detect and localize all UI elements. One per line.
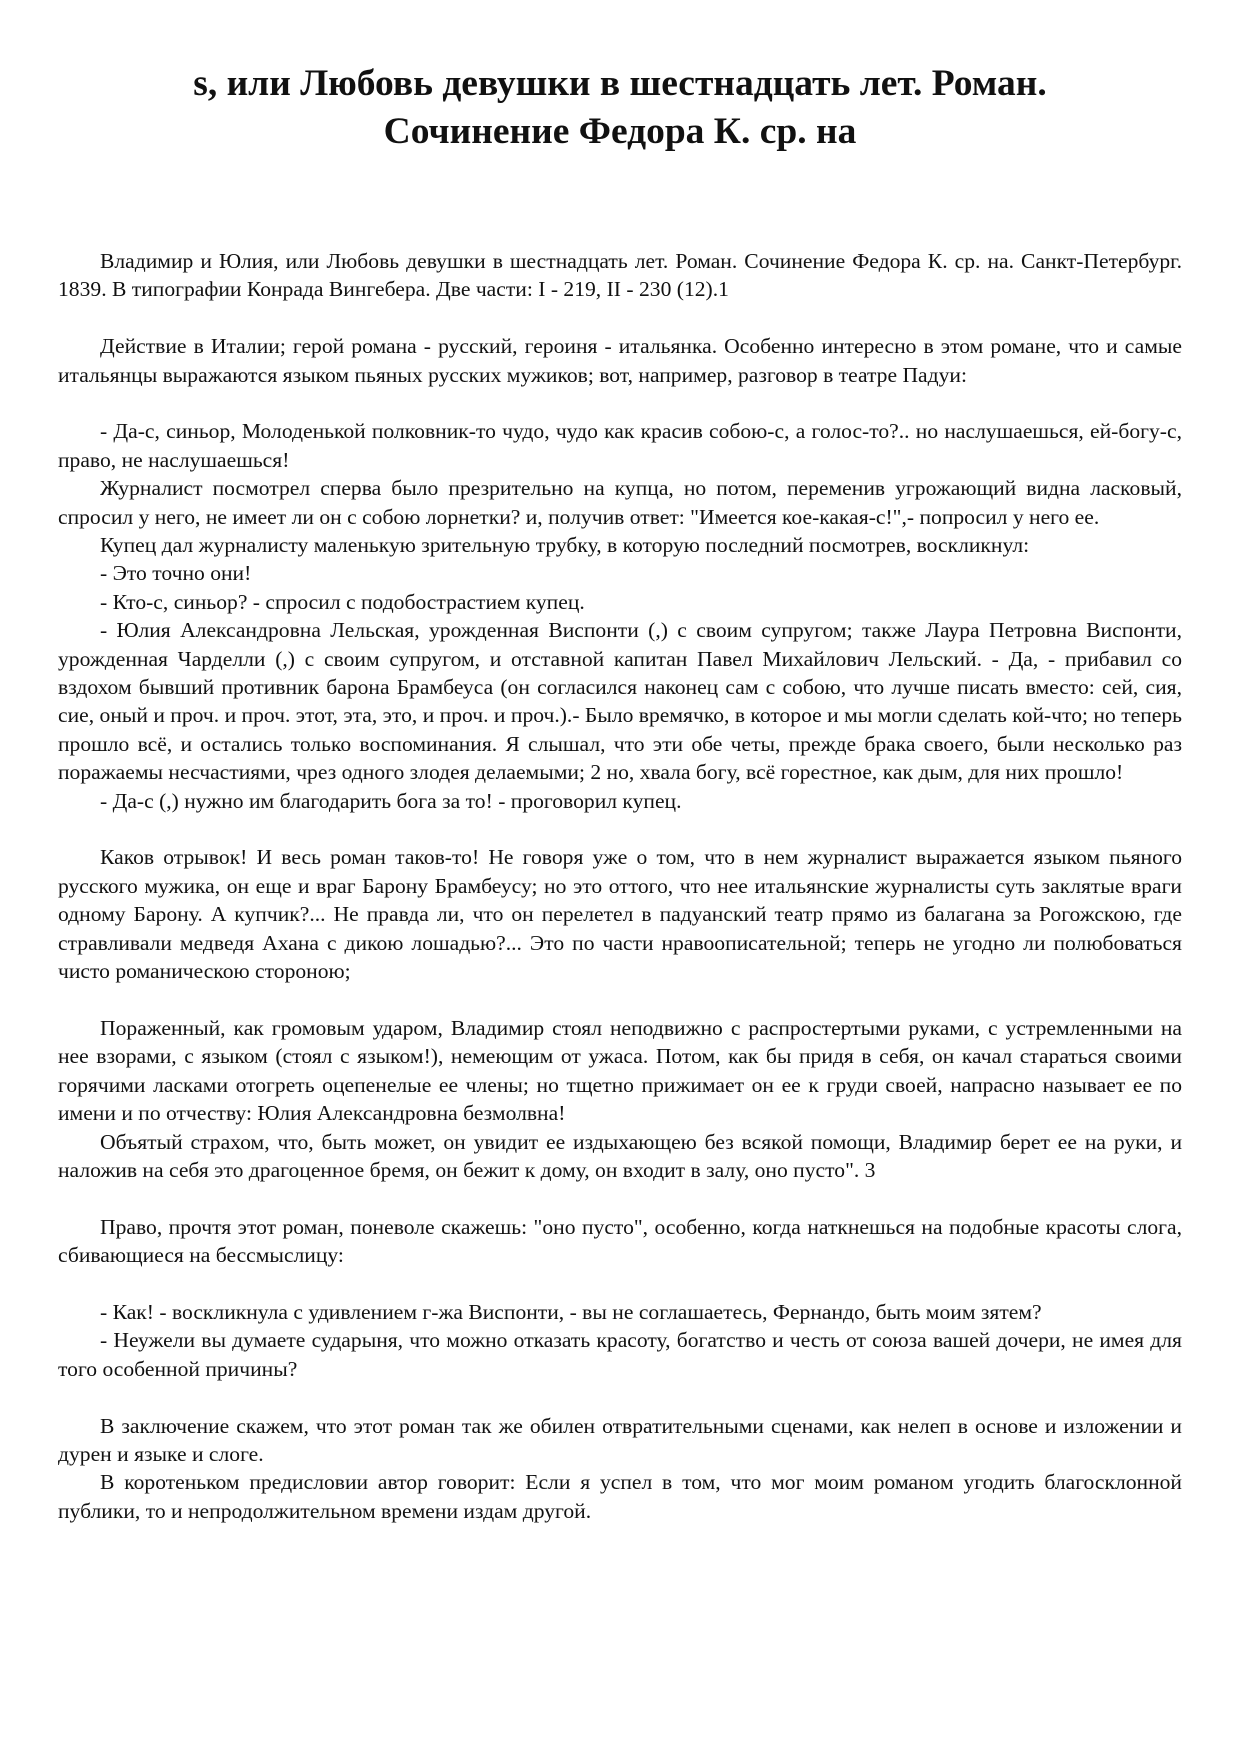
paragraph-gap (58, 1184, 1182, 1212)
paragraph-quote: - Как! - воскликнула с удивлением г-жа Виспонти, - вы не соглашаетесь, Фернандо, быть моим зятем? (100, 1299, 1042, 1324)
paragraph-quote: - Это точно они! (100, 561, 252, 586)
paragraph-conclusion: В коротеньком предисловии автор говорит: Если я успел в том, что мог моим романом угодить благосклонной публики, то и непродолжительном времени издам другой. (58, 1470, 1182, 1523)
paragraph-commentary: Право, прочтя этот роман, поневоле скажешь: "оно пусто", особенно, когда наткнешься на подобные красоты слога, сбивающиеся на бессмыслицу: (58, 1214, 1182, 1268)
paragraph-bibliography: Владимир и Юлия, или Любовь девушки в шестнадцать лет. Роман. Сочинение Федора К. ср. на. Санкт-Петербург. 1839. В типографии Конрада Вингебера. Две части: I - 219, II - 230 (12).1 (58, 249, 1182, 302)
paragraph-intro: Действие в Италии; герой романа - русский, героиня - итальянка. Особенно интересно в этом романе, что и самые итальянцы выражаются языком пьяных русских мужиков; вот, например, разговор в театре Падуи: (58, 334, 1182, 387)
document-body (58, 247, 1182, 1525)
paragraph-gap (58, 304, 1182, 332)
paragraph-quote: Объятый страхом, что, быть может, он увидит ее издыхающею без всякой помощи, Владимир берет ее на руки, и наложив на себя это драгоценное бремя, он бежит к дому, он входит в залу, оно пусто". 3 (58, 1129, 1182, 1182)
paragraph-quote: - Да-с (,) нужно им благодарить бога за то! - проговорил купец. (100, 788, 682, 813)
title-line-2: Сочинение Федора К. ср. на (383, 111, 857, 152)
paragraph-quote: - Юлия Александровна Лельская, урожденная Виспонти (,) с своим супругом; также Лаура Петровна Виспонти, урожденная Чарделли (,) с своим супругом, и отставной капитан Павел Михайлович Лельский. - Да, - прибавил со вздохом бывший противник барона Брамбеуса (он согласился наконец сам с собою, что лучше писать вместо: сей, сия, сие, оный и проч. и проч. этот, эта, это, и проч. и проч.).- Было времячко, в которое и мы могли сделать кой-что; но теперь прошло всё, и остались только воспоминания. Я слышал, что эти обе четы, прежде брака своего, были несколько раз поражаемы несчастиями, чрез одного злодея делаемыми; 2 но, хвала богу, всё горестное, как дым, для них прошло! (58, 618, 1182, 785)
paragraph-quote: Купец дал журналисту маленькую зрительную трубку, в которую последний посмотрев, воскликнул: (100, 533, 1030, 558)
paragraph-gap (58, 986, 1182, 1014)
paragraph-quote: - Неужели вы думаете сударыня, что можно отказать красоту, богатство и честь от союза вашей дочери, не имея для того особенной причины? (58, 1328, 1182, 1381)
paragraph-quote: Журналист посмотрел сперва было презрительно на купца, но потом, переменив угрожающий видна ласковый, спросил у него, не имеет ли он с собою лорнетки? и, получив ответ: "Имеется кое-какая-с!",- попросил у него ее. (58, 476, 1182, 529)
paragraph-gap (58, 1270, 1182, 1298)
paragraph-quote: - Да-с, синьор, Молоденькой полковник-то чудо, чудо как красив собою-с, а голос-то?.. но наслушаешься, ей-богу-с, право, не наслушаешься! (58, 419, 1182, 472)
paragraph-gap (58, 815, 1182, 843)
paragraph-gap (58, 389, 1182, 417)
document-title (58, 60, 1182, 156)
paragraph-quote: - Кто-с, синьор? - спросил с подобострастием купец. (100, 589, 585, 614)
paragraph-gap (58, 1383, 1182, 1411)
paragraph-quote: Пораженный, как громовым ударом, Владимир стоял неподвижно с распростертыми руками, с устремленными на нее взорами, с языком (стоял с языком!), немеющим от ужаса. Потом, как бы придя в себя, он качал стараться своими горячими ласками отогреть оцепенелые ее члены; но тщетно прижимает он ее к груди своей, напрасно называет ее по имени и по отчеству: Юлия Александровна безмолвна! (58, 1015, 1182, 1126)
paragraph-commentary: Каков отрывок! И весь роман таков-то! Не говоря уже о том, что в нем журналист выражается языком пьяного русского мужика, он еще и враг Барону Брамбеусу; но это оттого, что нее итальянские журналисты суть заклятые враги одному Барону. А купчик?... Не правда ли, что он перелетел в падуанский театр прямо из балагана за Рогожскою, где стравливали медведя Ахана с дикою лошадью?... Это по части нравоописательной; теперь не угодно ли полюбоваться чисто романическою стороною; (58, 845, 1182, 984)
title-line-1: s, или Любовь девушки в шестнадцать лет. Роман. (193, 63, 1047, 104)
paragraph-conclusion: В заключение скажем, что этот роман так же обилен отвратительными сценами, как нелеп в основе и изложении и дурен и языке и слоге. (58, 1413, 1182, 1466)
